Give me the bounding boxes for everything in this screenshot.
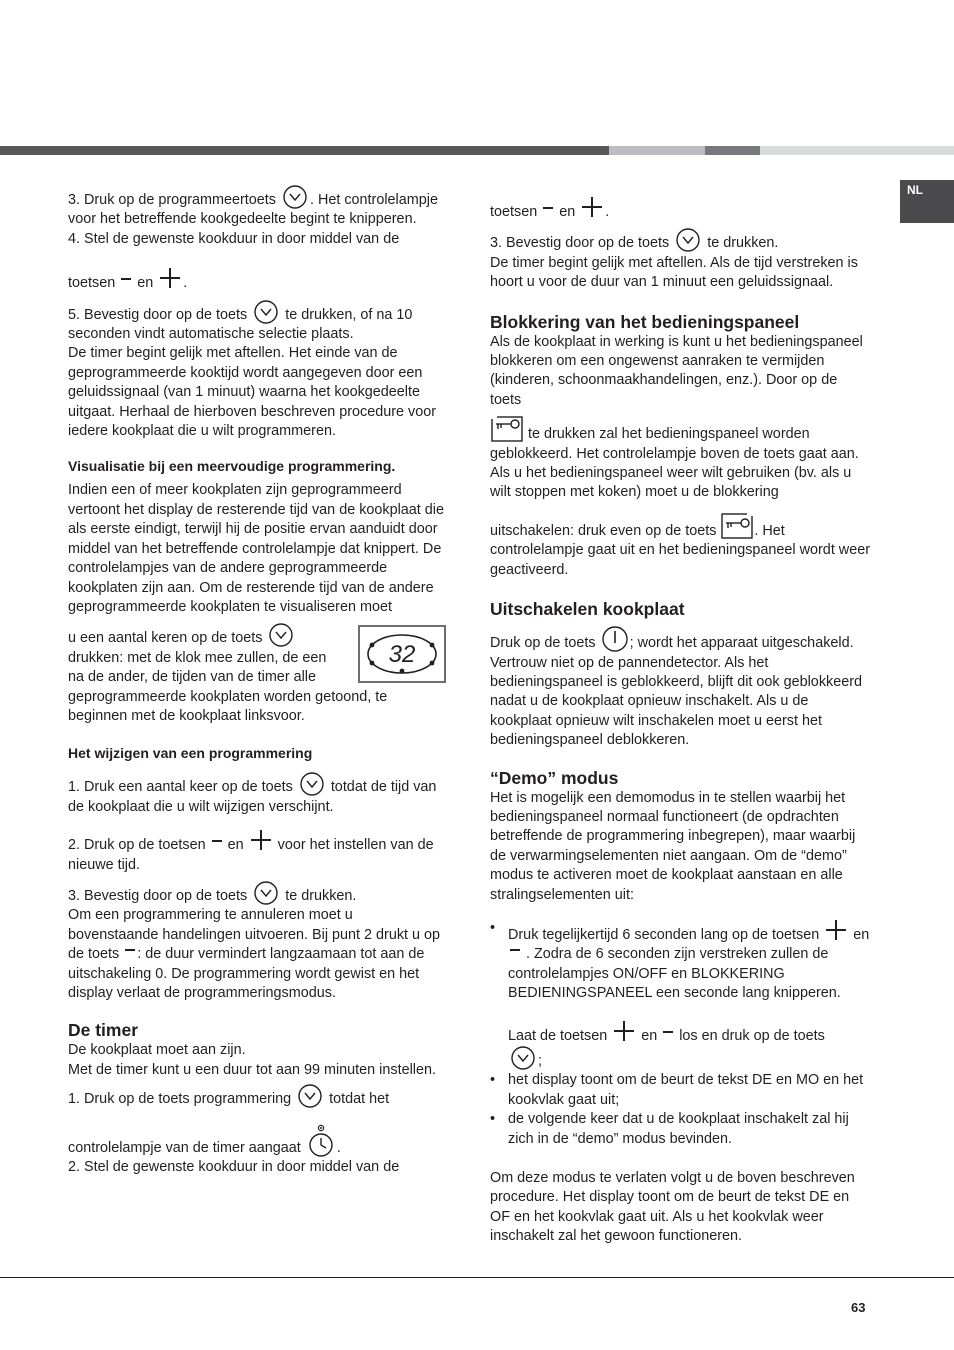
program-key-icon (267, 623, 295, 647)
page-number: 63 (851, 1300, 866, 1315)
list-item: • het display toont om de beurt de tekst DE en MO en het kookvlak gaat uit; (490, 1071, 870, 1110)
timer-step-2-keys: toetsen en . (490, 196, 870, 222)
program-key-icon (296, 1084, 324, 1108)
right-column (490, 196, 870, 1247)
demo-intro: Het is mogelijk een demomodus in te stellen waarbij het bedieningspaneel normaal functioneert (de opdrachten betreffende de programmering inbegrepen), maar waarbij de verwarmingselementen niet aangaan. Om de “demo” modus te activeren moet de kookplaat aanstaan en alle stralingselementen uit: (490, 789, 856, 903)
minus-icon (212, 839, 222, 843)
unlock-intro: Als u het bedieningspaneel weer wilt gebruiken (bv. als u wilt stoppen met koken) moet u de blokkering (490, 465, 852, 501)
timer-clock-icon (306, 1124, 336, 1158)
change-step-2: 2. Druk op de toetsen en voor het instellen van de nieuwe tijd. (68, 829, 446, 875)
timer-step-1: 1. Druk op de toets programmering totdat het (68, 1084, 446, 1109)
visualisation-block (68, 623, 446, 726)
switch-off-text: Druk op de toets ; wordt het apparaat uitgeschakeld. Vertrouw niet op de pannendetector. Als het bedieningspaneel is geblokkeerd, blijft dit ook geblokkeerd nadat u de kookplaat opnieuw inschakelt. Als u de kookplaat opnieuw wilt inschakelen moet u eerst het bedieningspaneel deblokkeren. (490, 626, 870, 750)
heading-change-program: Het wijzigen van een programmering (68, 745, 313, 762)
timer-step-3: 3. Bevestig door op de toets te drukken. (490, 228, 870, 253)
heading-visualisation: Visualisatie bij een meervoudige programmering. (68, 458, 396, 475)
header-bar-mid (705, 146, 760, 155)
step-4-duration: 4. Stel de gewenste kookduur in door middel van de (68, 230, 400, 247)
minus-icon (663, 1030, 673, 1034)
header-bar-light (609, 146, 705, 155)
unlock-press: uitschakelen: druk even op de toets . Het controlelampje gaat uit en het bedieningspaneel wordt weer geactiveerd. (490, 511, 870, 580)
plus-icon (581, 196, 603, 218)
step-5-confirm: 5. Bevestig door op de toets te drukken, of na 10 seconden vindt automatische selectie plaats. (68, 300, 446, 345)
timer-countdown-text: De timer begint gelijk met aftellen. Het einde van de geprogrammeerde kooktijd wordt aangegeven door een geluidssignaal (van 1 minuut) waarna het kookgedeelte uitgaat. Herhaal de hierboven beschreven procedure voor iedere kookplaat die u wilt programmeren. (68, 345, 436, 440)
minus-icon (510, 948, 520, 952)
visualisation-keys-text: u een aantal keren op de toets drukken: met de klok mee zullen, de een na de ander, de tijden van de timer alle geprogrammeerde kookplaten worden getoond, te beginnen met de kookplaat linksvoor. (68, 623, 446, 726)
visualisation-text: Indien een of meer kookplaten zijn geprogrammeerd vertoont het display de resterende tijd van de kookplaat die als eerste eindigt, terwijl hij de positie ervan aanduidt door middel van het betreffende controlelampje dat knippert. De controlelampjes van de andere geprogrammeerde kookplaten zijn aan. Om de resterende tijd van de andere geprogrammeerde kookplaten te visualiseren moet (68, 482, 444, 615)
header-bar-pale (760, 146, 954, 155)
heading-lock: Blokkering van het bedieningspaneel (490, 311, 800, 332)
program-key-icon (509, 1046, 537, 1070)
step-4-keys: toetsen en . (68, 267, 446, 293)
display-screen (364, 631, 440, 677)
demo-steps-list (490, 919, 870, 1149)
program-key-icon (252, 881, 280, 905)
timer-step-2: 2. Stel de gewenste kookduur in door middel van de (68, 1159, 400, 1176)
minus-icon (543, 206, 553, 210)
change-step-3: 3. Bevestig door op de toets te drukken. (68, 881, 446, 906)
list-item: • de volgende keer dat u de kookplaat inschakelt zal hij zich in de “demo” modus bevinden. (490, 1110, 870, 1149)
plus-icon (250, 829, 272, 851)
plus-icon (825, 919, 847, 941)
lock-intro: Als de kookplaat in werking is kunt u het bedieningspaneel blokkeren om een ongewenst aanraken te vermijden (kinderen, schoonmaakhandelingen, enz.). Door op de toets (490, 333, 863, 408)
display-digits: 32 (388, 641, 416, 669)
timer-max: Met de timer kunt u een duur tot aan 99 minuten instellen. (68, 1061, 436, 1078)
change-step-1: 1. Druk een aantal keer op de toets totdat de tijd van de kookplaat die u wilt wijzigen verschijnt. (68, 772, 446, 817)
demo-exit-text: Om deze modus te verlaten volgt u de boven beschreven procedure. Het display toont om de beurt de tekst DE en OF en het kookvlak gaat uit. Als u het kookvlak weer inschakelt zal het gewoon functioneren. (490, 1170, 855, 1245)
plus-icon (613, 1020, 635, 1042)
power-icon (601, 626, 629, 652)
program-key-icon (252, 300, 280, 324)
language-tab: NL (900, 180, 954, 223)
plus-icon (159, 267, 181, 289)
program-key-icon (298, 772, 326, 796)
heading-demo: “Demo” modus (490, 767, 619, 788)
minus-icon (125, 948, 135, 952)
demo-release-keys: Laat de toetsen en los en druk op de toets ; (508, 1020, 870, 1072)
program-key-icon (281, 185, 309, 209)
header-bar-dark (0, 146, 609, 155)
timer-step-1-lamp: controlelampje van de timer aangaat . (68, 1124, 446, 1158)
lock-key-icon (491, 414, 523, 442)
lock-key-icon (721, 511, 753, 539)
step-3-program: 3. Druk op de programmeertoets . Het controlelampje voor het betreffende kookgedeelte begint te knipperen. (68, 185, 446, 230)
left-column (68, 185, 446, 1177)
timer-countdown-end: De timer begint gelijk met aftellen. Als de tijd verstreken is hoort u voor de duur van 1 minuut een geluidssignaal. (490, 254, 858, 291)
cancel-program-text: Om een programmering te annuleren moet u bovenstaande handelingen uitvoeren. Bij punt 2 drukt u op de toets : de duur vermindert langzaamaan tot aan de uitschakeling 0. De programmering wordt gewist en het display verlaat de programmeringsmodus. (68, 907, 441, 1001)
lock-press: te drukken zal het bedieningspaneel worden geblokkeerd. Het controlelampje boven de toets gaat aan. (490, 414, 870, 464)
heading-switch-off: Uitschakelen kookplaat (490, 599, 685, 620)
program-key-icon (674, 228, 702, 252)
timer-display-illustration (358, 625, 446, 683)
footer-divider (0, 1277, 954, 1278)
heading-timer: De timer (68, 1020, 139, 1041)
list-item: • Druk tegelijkertijd 6 seconden lang op de toetsen en . Zodra de 6 seconden zijn verstreken zullen de controlelampjes ON/OFF en BLOKKERING BEDIENINGSPANEEL een seconde lang knipperen. Laat de toetsen en los en druk op de toets ; (490, 919, 870, 1071)
timer-requirement: De kookplaat moet aan zijn. (68, 1042, 246, 1059)
minus-icon (121, 277, 131, 281)
